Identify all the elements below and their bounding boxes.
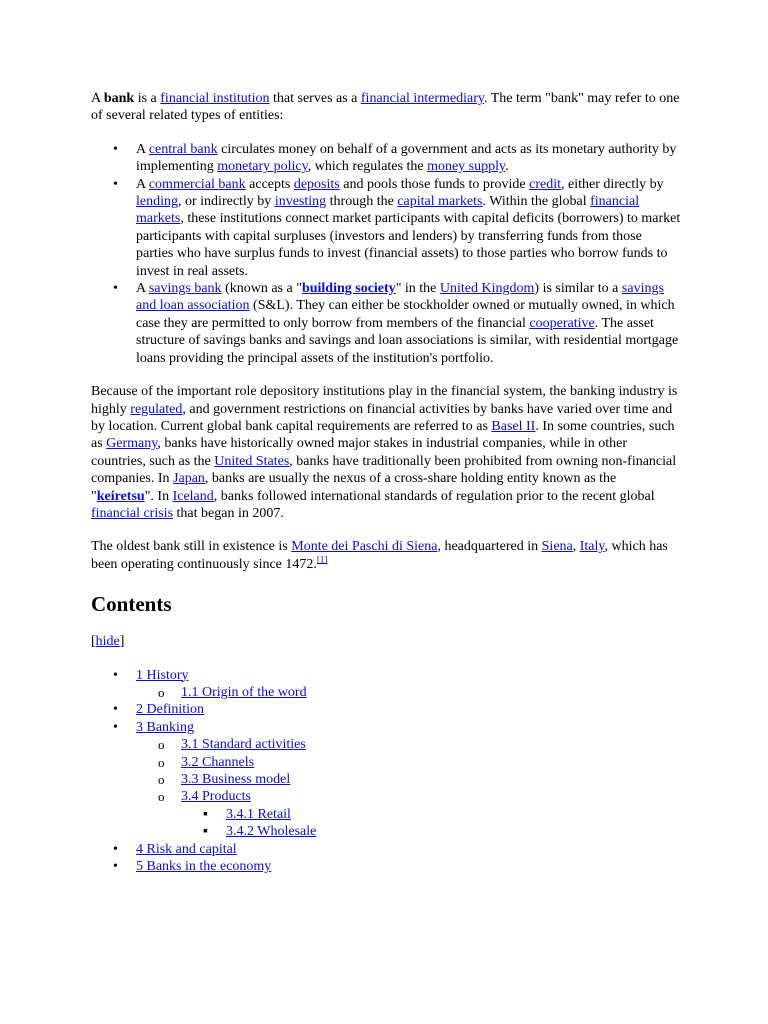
text: , or indirectly by	[178, 194, 275, 210]
regulation-paragraph	[91, 383, 681, 522]
text: " in the	[395, 281, 440, 297]
toc-item	[136, 701, 681, 718]
toc-item	[181, 754, 681, 771]
link-deposits[interactable]: deposits	[293, 176, 340, 192]
link-savings-and-loan-association[interactable]: savings and loan association	[136, 281, 664, 314]
text: , which regulates the	[307, 159, 428, 175]
link-commercial-bank[interactable]: commercial bank	[148, 176, 246, 192]
list-item-commercial-bank	[136, 176, 681, 280]
link-lending[interactable]: lending	[136, 194, 178, 210]
link-money-supply[interactable]: money supply	[427, 159, 506, 175]
link-regulated[interactable]: regulated	[130, 401, 183, 417]
table-of-contents	[91, 667, 681, 876]
text: , these institutions connect market participants with capital deficits (borrowers) to market participants with capital surpluses (investors and lenders) by transferring funds from those parties who have surplus funds to invest (financial assets) to those parties who borrow funds to invest in real assets.	[136, 211, 681, 279]
toc-link-history[interactable]: 1 History	[136, 667, 189, 683]
toc-link-origin-of-the-word[interactable]: 1.1 Origin of the word	[181, 684, 307, 700]
bracket: [	[91, 634, 96, 650]
link-italy[interactable]: Italy	[579, 539, 605, 555]
article-body	[91, 90, 681, 875]
text: and pools those funds to provide	[339, 176, 530, 192]
text: , headquartered in	[437, 539, 542, 555]
link-basel-ii[interactable]: Basel II	[491, 418, 536, 434]
text: circulates money on behalf of a government and acts as its monetary authority by implementing	[136, 141, 677, 175]
link-germany[interactable]: Germany	[106, 436, 158, 452]
toc-link-wholesale[interactable]: 3.4.2 Wholesale	[226, 824, 317, 840]
text: that began in 2007.	[173, 505, 284, 521]
toc-item	[181, 736, 681, 753]
text: The oldest bank still in existence is	[91, 539, 292, 555]
text: A	[136, 141, 149, 157]
text: , banks followed international standards of regulation prior to the recent global	[213, 488, 655, 504]
link-financial-markets[interactable]: financial markets	[136, 194, 640, 227]
toc-sublist	[136, 684, 681, 701]
text: that serves as a	[269, 91, 361, 106]
toc-link-definition[interactable]: 2 Definition	[136, 702, 205, 718]
text: . The term "bank" may refer to one of several related types of entities:	[91, 91, 680, 124]
list-item-central-bank	[136, 141, 681, 176]
intro-paragraph	[91, 90, 681, 125]
text: is a	[134, 91, 161, 106]
toc-item	[136, 858, 681, 875]
link-united-states[interactable]: United States	[214, 453, 290, 469]
text: . Within the global	[482, 194, 591, 210]
link-united-kingdom[interactable]: United Kingdom	[439, 281, 535, 297]
link-monetary-policy[interactable]: monetary policy	[217, 159, 308, 175]
text: . In some countries, such as	[91, 418, 675, 452]
hide-toc-link[interactable]: hide	[95, 634, 120, 650]
link-credit[interactable]: credit	[529, 176, 561, 192]
link-financial-crisis[interactable]: financial crisis	[91, 505, 174, 521]
toc-link-business-model[interactable]: 3.3 Business model	[181, 772, 291, 787]
toc-link-channels[interactable]: 3.2 Channels	[181, 754, 255, 770]
link-monte-dei-paschi[interactable]: Monte dei Paschi di Siena	[291, 539, 438, 555]
toc-link-banking[interactable]: 3 Banking	[136, 719, 194, 735]
bank-types-list	[91, 141, 681, 367]
toc-link-products[interactable]: 3.4 Products	[181, 789, 251, 805]
toc-item	[136, 841, 681, 858]
text: .	[505, 159, 509, 175]
link-siena[interactable]: Siena	[541, 539, 573, 555]
text: , either directly by	[560, 176, 664, 192]
toc-item	[181, 771, 681, 788]
link-text: keiretsu	[96, 488, 145, 504]
toc-link-risk-and-capital[interactable]: 4 Risk and capital	[136, 841, 237, 857]
link-central-bank[interactable]: central bank	[148, 141, 218, 157]
link-iceland[interactable]: Iceland	[172, 488, 214, 504]
oldest-bank-paragraph	[91, 538, 681, 573]
toc-toggle	[91, 633, 681, 650]
toc-item	[136, 719, 681, 841]
link-cooperative[interactable]: cooperative	[529, 315, 595, 331]
link-financial-intermediary[interactable]: financial intermediary	[360, 91, 484, 106]
bracket: ]	[119, 634, 125, 650]
toc-item	[181, 788, 681, 840]
list-item-savings-bank	[136, 280, 681, 367]
toc-link-retail[interactable]: 3.4.1 Retail	[226, 806, 291, 822]
text: A	[91, 91, 104, 106]
toc-item	[136, 667, 681, 702]
link-financial-institution[interactable]: financial institution	[160, 91, 270, 106]
text: Because of the important role depository institutions play in the financial system, the banking industry is highly	[91, 384, 678, 417]
toc-sublist	[136, 736, 681, 840]
text: , and government restrictions on financial activities by banks have varied over time and by location. Current global bank capital requirements are referred to as	[91, 401, 673, 434]
text: , which has been operating continuously since 1472.	[91, 539, 668, 572]
text: A	[136, 281, 149, 297]
toc-item	[226, 823, 681, 840]
text: , banks are usually the nexus of a cross-share holding entity known as the "	[91, 471, 617, 504]
link-investing[interactable]: investing	[274, 194, 327, 210]
link-keiretsu[interactable]	[97, 489, 145, 504]
text: accepts	[245, 176, 294, 192]
link-savings-bank[interactable]: savings bank	[148, 281, 222, 297]
toc-item	[226, 806, 681, 823]
toc-link-standard-activities[interactable]: 3.1 Standard activities	[181, 737, 306, 753]
link-text: building society	[301, 281, 396, 297]
contents-heading: Contents	[91, 592, 172, 617]
text: . The asset structure of savings banks and savings and loan associations is similar, with residential mortgage loans providing the principal assets of the institution's portfolio.	[136, 315, 679, 366]
toc-item	[181, 684, 681, 701]
toc-link-banks-in-the-economy[interactable]: 5 Banks in the economy	[136, 859, 272, 875]
text: (S&L). They can either be stockholder owned or mutually owned, in which case they are permitted to only borrow from members of the financial	[136, 298, 675, 331]
bold-term-bank: bank	[103, 91, 135, 106]
link-capital-markets[interactable]: capital markets	[397, 194, 483, 210]
text: , banks have traditionally been prohibited from owning non-financial companies. In	[91, 453, 677, 487]
toc-sublist	[181, 806, 681, 841]
text: ) is similar to a	[534, 281, 622, 297]
text: ". In	[144, 488, 173, 504]
link-building-society[interactable]	[302, 281, 396, 296]
text: through the	[326, 194, 398, 210]
text: (known as a "	[221, 281, 302, 297]
text: ,	[572, 539, 580, 555]
text: , banks have historically owned major stakes in industrial companies, while in other countries, such as the	[91, 436, 628, 469]
citation-link[interactable]: [1]	[316, 554, 328, 565]
text: A	[136, 176, 149, 192]
link-japan[interactable]: Japan	[173, 471, 205, 487]
